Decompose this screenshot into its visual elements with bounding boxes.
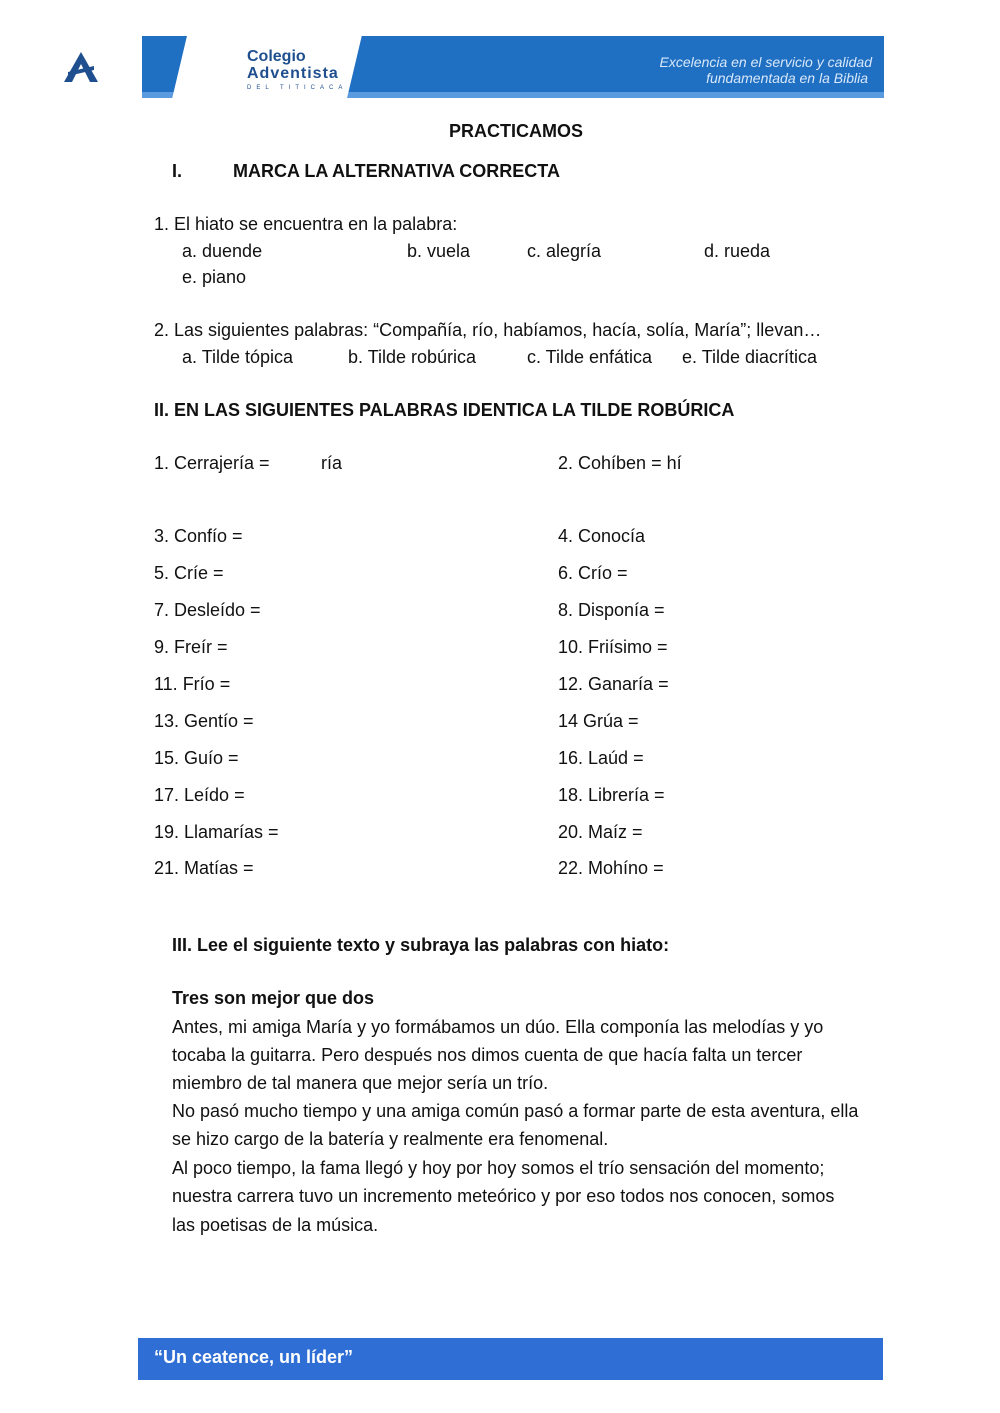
word-left-4: 7. Desleído = bbox=[154, 600, 261, 620]
word-right-10: 20. Maíz = bbox=[558, 822, 643, 842]
q2-option-e: e. Tilde diacrítica bbox=[682, 347, 818, 367]
word-left-6: 11. Frío = bbox=[154, 674, 231, 694]
q1-option-c: c. alegría bbox=[527, 241, 602, 261]
logo-line-3: DEL TITICACA bbox=[247, 85, 348, 91]
word-right-6: 12. Ganaría = bbox=[558, 674, 669, 694]
word-right-2: 4. Conocía bbox=[558, 526, 646, 546]
text-line-5: se hizo cargo de la batería y realmente era fenomenal. bbox=[172, 1129, 609, 1149]
text-line-3: miembro de tal manera que mejor sería un trío. bbox=[172, 1073, 549, 1093]
word-right-4: 8. Disponía = bbox=[558, 600, 665, 620]
q2-option-c: c. Tilde enfática bbox=[527, 347, 653, 367]
word-left-10: 19. Llamarías = bbox=[154, 822, 279, 842]
word-left-8: 15. Guío = bbox=[154, 748, 239, 768]
footer-slogan: “Un ceatence, un líder” bbox=[154, 1347, 354, 1367]
motto-line-1: Excelencia en el servicio y calidad bbox=[659, 54, 872, 70]
text-line-1: Antes, mi amiga María y yo formábamos un dúo. Ella componía las melodías y yo bbox=[172, 1017, 824, 1037]
logo-mark-icon bbox=[64, 52, 98, 82]
page-title: PRACTICAMOS bbox=[449, 121, 583, 141]
section1-number: I. bbox=[172, 161, 183, 181]
word-left-3: 5. Críe = bbox=[154, 563, 224, 583]
example-answer: ría bbox=[321, 453, 343, 473]
text-line-7: nuestra carrera tuvo un incremento meteórico y por eso todos nos conocen, somos bbox=[172, 1186, 835, 1206]
word-left-1: 1. Cerrajería = bbox=[154, 453, 270, 473]
word-left-7: 13. Gentío = bbox=[154, 711, 254, 731]
word-right-11: 22. Mohíno = bbox=[558, 858, 664, 878]
word-right-9: 18. Librería = bbox=[558, 785, 665, 805]
text-line-2: tocaba la guitarra. Pero después nos dimos cuenta de que hacía falta un tercer bbox=[172, 1045, 803, 1065]
text-title: Tres son mejor que dos bbox=[172, 988, 375, 1008]
q1-option-b: b. vuela bbox=[407, 241, 471, 261]
logo-line-2: Adventista bbox=[247, 65, 339, 82]
word-right-7: 14 Grúa = bbox=[558, 711, 639, 731]
q1-option-d: d. rueda bbox=[704, 241, 771, 261]
word-right-3: 6. Crío = bbox=[558, 563, 628, 583]
question-1: 1. El hiato se encuentra en la palabra: bbox=[154, 214, 458, 234]
word-left-9: 17. Leído = bbox=[154, 785, 245, 805]
word-right-8: 16. Laúd = bbox=[558, 748, 644, 768]
question-2: 2. Las siguientes palabras: “Compañía, río, habíamos, hacía, solía, María”; llevan… bbox=[154, 320, 822, 340]
text-line-8: las poetisas de la música. bbox=[172, 1215, 379, 1235]
q2-option-a: a. Tilde tópica bbox=[182, 347, 294, 367]
word-right-5: 10. Friísimo = bbox=[558, 637, 668, 657]
word-left-5: 9. Freír = bbox=[154, 637, 228, 657]
logo-line-1: Colegio bbox=[247, 48, 306, 65]
q1-option-a: a. duende bbox=[182, 241, 263, 261]
word-left-2: 3. Confío = bbox=[154, 526, 243, 546]
text-line-4: No pasó mucho tiempo y una amiga común pasó a formar parte de esta aventura, ella bbox=[172, 1101, 859, 1121]
motto-line-2: fundamentada en la Biblia bbox=[706, 70, 868, 86]
q2-option-b: b. Tilde robúrica bbox=[348, 347, 477, 367]
section3-heading: III. Lee el siguiente texto y subraya las palabras con hiato: bbox=[172, 935, 670, 955]
section1-heading: MARCA LA ALTERNATIVA CORRECTA bbox=[233, 161, 560, 181]
q1-option-e: e. piano bbox=[182, 267, 247, 287]
word-left-11: 21. Matías = bbox=[154, 858, 254, 878]
text-line-6: Al poco tiempo, la fama llegó y hoy por hoy somos el trío sensación del momento; bbox=[172, 1158, 825, 1178]
section2-heading: II. EN LAS SIGUIENTES PALABRAS IDENTICA LA TILDE ROBÚRICA bbox=[154, 400, 735, 420]
footer-banner bbox=[138, 1338, 883, 1380]
word-right-1: 2. Cohíben = hí bbox=[558, 453, 682, 473]
